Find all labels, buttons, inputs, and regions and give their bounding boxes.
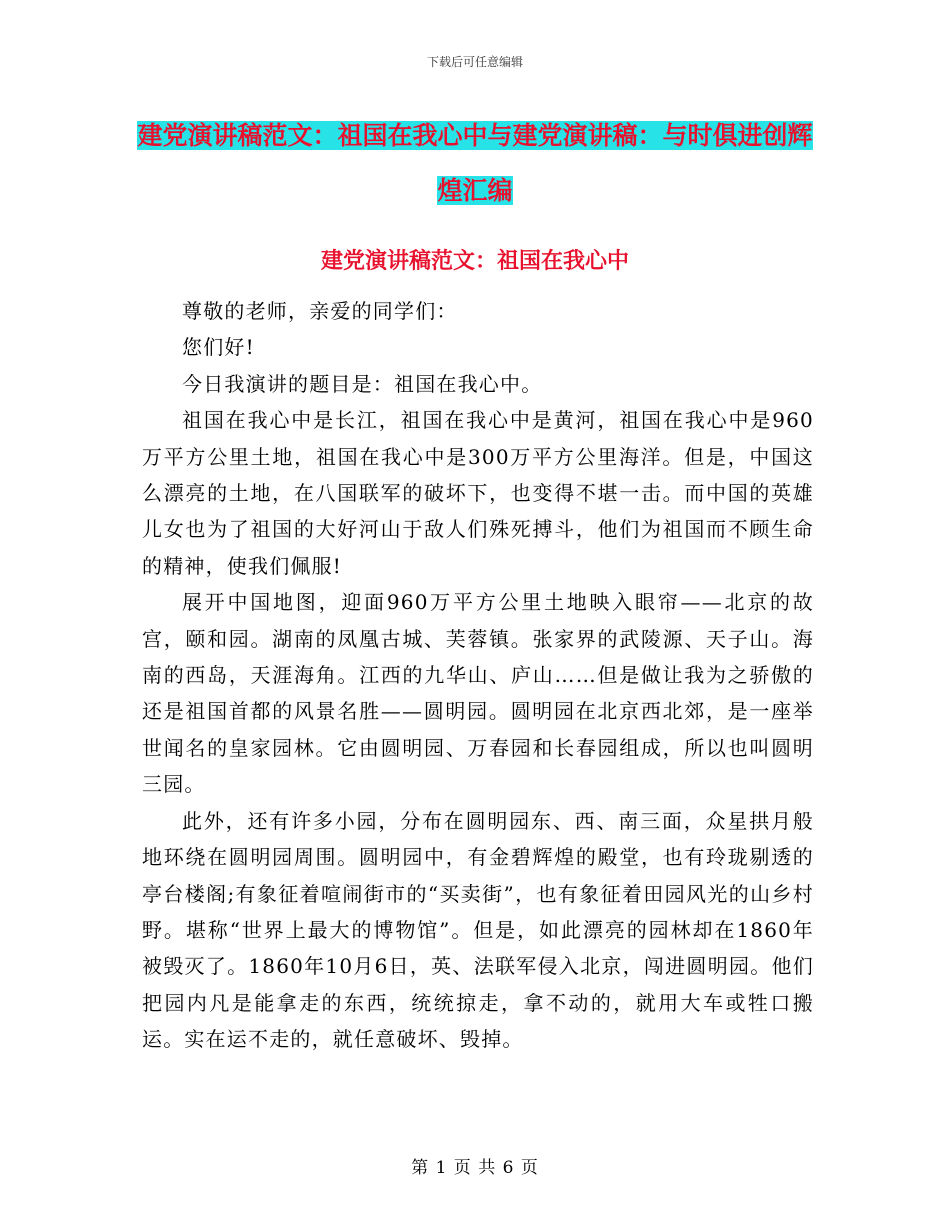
section-heading: 建党演讲稿范文：祖国在我心中 (320, 249, 629, 274)
paragraph-salutation: 尊敬的老师，亲爱的同学们： (182, 299, 458, 323)
paragraph-topic: 今日我演讲的题目是：祖国在我心中。 (182, 371, 543, 396)
paragraph-body-2: 展开中国地图，迎面960万平方公里土地映入眼帘——北京的故宫，颐和园。湖南的凤凰古城、芙蓉镇。张家界的武陵源、天子山。海南的西岛，天涯海角。江西的九华山、庐山……但是做让我为之骄傲的还是祖国首都的风景名胜——圆明园。圆明园在北京西北郊，是一座举世闻名的皇家园林。它由圆明园、万春园和长春园组成，所以也叫圆明三园。 (142, 590, 814, 797)
paragraph-greeting: 您们好! (182, 335, 255, 360)
body-text (142, 293, 814, 1058)
header-note: 下载后可任意编辑 (426, 55, 523, 69)
page-footer: 第 1 页 共 6 页 (411, 1158, 539, 1178)
paragraph-body-1: 祖国在我心中是长江，祖国在我心中是黄河，祖国在我心中是960万平方公里土地，祖国在我心中是300万平方公里海洋。但是，中国这么漂亮的土地，在八国联军的破坏下，也变得不堪一击。而中国的英雄儿女也为了祖国的大好河山于敌人们殊死搏斗，他们为祖国而不顾生命的精神，使我们佩服! (142, 408, 814, 578)
paragraph-body-3: 此外，还有许多小园，分布在圆明园东、西、南三面，众星拱月般地环绕在圆明园周围。圆明园中，有金碧辉煌的殿堂，也有玲珑剔透的亭台楼阁;有象征着喧闹街市的“买卖街”，也有象征着田园风光的山乡村野。堪称“世界上最大的博物馆”。但是，如此漂亮的园林却在1860年被毁灭了。1860年10月6日，英、法联军侵入北京，闯进圆明园。他们把园内凡是能拿走的东西，统统掠走，拿不动的，就用大车或牲口搬运。实在运不走的，就任意破坏、毁掉。 (142, 808, 814, 1052)
document-title (130, 108, 820, 218)
document-title-text: 建党演讲稿范文：祖国在我心中与建党演讲稿：与时俱进创辉煌汇编 (137, 121, 813, 205)
